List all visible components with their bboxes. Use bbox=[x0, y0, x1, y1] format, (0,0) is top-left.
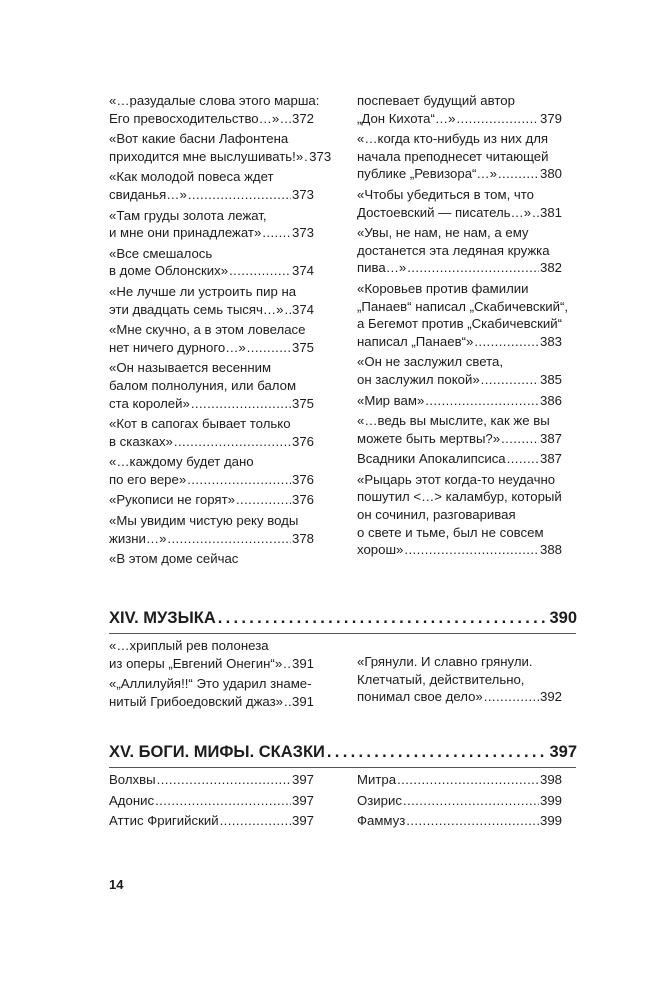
toc-entry-page-number: 386 bbox=[539, 392, 562, 408]
section-divider bbox=[109, 767, 576, 768]
toc-entry-line: балом полнолуния, или балом bbox=[109, 377, 297, 393]
toc-entry-text: хорош» bbox=[357, 542, 404, 558]
toc-entry bbox=[109, 283, 314, 318]
toc-entry-page-number: 391 bbox=[291, 693, 314, 709]
dot-leader bbox=[507, 450, 539, 468]
toc-entry-page-number: 398 bbox=[539, 772, 562, 787]
dot-leader bbox=[304, 148, 308, 166]
toc-column-left bbox=[109, 92, 332, 571]
toc-entry-last-line bbox=[109, 110, 314, 128]
toc-entry-line: начала преподнесет читающей bbox=[357, 148, 549, 164]
toc-entry bbox=[109, 359, 314, 412]
toc-entry-page-number: 380 bbox=[539, 166, 562, 182]
toc-entry bbox=[109, 550, 314, 568]
toc-entry-last-line bbox=[357, 333, 562, 351]
toc-entry-line: «Увы, не нам, не нам, а ему bbox=[357, 225, 529, 241]
toc-entry-line: «Как молодой повеса ждет bbox=[109, 169, 274, 185]
toc-entry-line: Клетчатый, действительно, bbox=[357, 671, 525, 687]
toc-entry-page-number: 392 bbox=[539, 689, 562, 705]
toc-entry bbox=[109, 812, 314, 830]
toc-entry-text: жизни…» bbox=[109, 530, 167, 546]
toc-entry-line: а Бегемот против „Скабичевский“ bbox=[357, 316, 563, 332]
toc-entry-line: «Чтобы убедиться в том, что bbox=[357, 186, 534, 202]
toc-entry-text: из оперы „Евгений Онегин“» bbox=[109, 655, 283, 671]
toc-entry-last-line bbox=[357, 812, 562, 830]
toc-entry-text: нет ничего дурного…» bbox=[109, 339, 246, 355]
toc-entry-text: пива…» bbox=[357, 260, 407, 276]
toc-entry-page-number: 373 bbox=[309, 148, 332, 164]
page-number: 14 bbox=[109, 877, 124, 892]
toc-entry-text: Всадники Апокалипсиса bbox=[357, 451, 506, 467]
dot-leader bbox=[407, 259, 539, 277]
dot-leader bbox=[456, 110, 539, 128]
toc-entry-page-number: 374 bbox=[291, 263, 314, 279]
toc-entry bbox=[109, 491, 314, 509]
toc-entry-text: приходится мне выслушивать!» bbox=[109, 148, 304, 164]
toc-entry-last-line bbox=[357, 792, 562, 810]
dot-leader bbox=[403, 792, 539, 810]
toc-entry bbox=[109, 512, 314, 547]
dot-leader bbox=[284, 693, 291, 711]
dot-leader bbox=[167, 530, 291, 548]
dot-leader bbox=[532, 204, 539, 222]
dot-leader bbox=[229, 262, 291, 280]
toc-entry-text: понимал свое дело» bbox=[357, 689, 483, 705]
section-divider bbox=[109, 633, 576, 634]
toc-entry-text: Адонис bbox=[109, 792, 155, 808]
toc-entry-page-number: 375 bbox=[291, 395, 314, 411]
toc-entry-line: достанется эта ледяная кружка bbox=[357, 242, 550, 258]
toc-entry-last-line bbox=[357, 110, 562, 128]
toc-entry-line: о свете и тьме, был не совсем bbox=[357, 524, 544, 540]
toc-entry bbox=[357, 653, 562, 706]
dot-leader bbox=[188, 186, 291, 204]
toc-entry-text: Волхвы bbox=[109, 772, 156, 787]
toc-entry-last-line bbox=[109, 655, 314, 673]
dot-leader bbox=[498, 165, 539, 183]
dot-leader bbox=[262, 224, 291, 242]
toc-entry-page-number: 399 bbox=[539, 813, 562, 829]
toc-entry bbox=[357, 771, 562, 789]
toc-entry-line: «Он не заслужил света, bbox=[357, 354, 504, 370]
dot-leader bbox=[187, 471, 291, 489]
toc-entry-line: «…каждому будет дано bbox=[109, 454, 254, 470]
toc-entry-text: Озирис bbox=[357, 792, 402, 808]
toc-entry-text: Достоевский — писатель…» bbox=[357, 204, 532, 220]
toc-entry bbox=[357, 392, 562, 410]
toc-entry-text: Фаммуз bbox=[357, 813, 406, 829]
toc-entry bbox=[357, 812, 562, 830]
toc-entry-text: по его вере» bbox=[109, 471, 187, 487]
toc-entry bbox=[109, 453, 314, 488]
toc-entry-last-line bbox=[109, 433, 314, 451]
toc-entry-line: «…разудалые слова этого марша: bbox=[109, 93, 320, 108]
toc-entry bbox=[109, 245, 314, 280]
dot-leader bbox=[236, 491, 291, 509]
toc-entry-line: «Он называется весенним bbox=[109, 360, 272, 376]
toc-entry bbox=[109, 130, 332, 165]
toc-entry-line: „Панаев“ написал „Скабичевский“, bbox=[357, 298, 569, 314]
toc-entry-last-line bbox=[109, 301, 314, 319]
toc-entry-last-line bbox=[357, 450, 562, 468]
toc-entry-text: и мне они принадлежат» bbox=[109, 225, 262, 241]
toc-entry-text: «Рукописи не горят» bbox=[109, 492, 235, 508]
myths-entries-right bbox=[357, 771, 562, 833]
dot-leader bbox=[220, 812, 291, 830]
dot-leader bbox=[283, 655, 291, 673]
toc-entry bbox=[357, 412, 562, 447]
toc-entry bbox=[357, 792, 562, 810]
section-page-number: 397 bbox=[549, 743, 577, 761]
toc-entry-last-line bbox=[109, 395, 314, 413]
dot-leader bbox=[191, 395, 291, 413]
toc-entry-line: «Мы увидим чистую реку воды bbox=[109, 513, 299, 529]
toc-entry-line: «Грянули. И славно грянули. bbox=[357, 654, 533, 669]
toc-entry-text: «В этом доме сейчас bbox=[109, 551, 239, 567]
toc-entry-line: «Коровьев против фамилии bbox=[357, 280, 529, 296]
toc-entry-line: «…когда кто-нибудь из них для bbox=[357, 131, 549, 147]
toc-entry-last-line bbox=[109, 812, 314, 830]
toc-entry-line: «…ведь вы мыслите, как же вы bbox=[357, 413, 550, 429]
toc-entry-text: публике „Ревизора“…» bbox=[357, 166, 497, 182]
toc-entry-line: «Мне скучно, а в этом ловеласе bbox=[109, 322, 306, 338]
toc-entry-last-line bbox=[109, 771, 314, 789]
myths-entries-left bbox=[109, 771, 314, 833]
toc-entry bbox=[109, 792, 314, 810]
toc-entry-text: ста королей» bbox=[109, 395, 190, 411]
dot-leader bbox=[397, 771, 539, 789]
dot-leader bbox=[474, 333, 539, 351]
dot-leader bbox=[247, 339, 291, 357]
dot-leader bbox=[481, 371, 539, 389]
toc-entry-page-number: 385 bbox=[539, 371, 562, 387]
toc-entry-text: эти двадцать семь тысяч…» bbox=[109, 301, 284, 317]
toc-entry bbox=[357, 471, 562, 559]
toc-entry-last-line bbox=[357, 259, 562, 277]
section-heading-gods-myths bbox=[109, 743, 577, 762]
toc-entry bbox=[357, 224, 562, 277]
toc-entry-last-line bbox=[357, 165, 562, 183]
music-entries-left bbox=[109, 637, 314, 713]
toc-entry bbox=[109, 168, 314, 203]
toc-entry-page-number: 374 bbox=[291, 301, 314, 317]
toc-entry-last-line bbox=[357, 204, 562, 222]
dot-leader bbox=[174, 433, 291, 451]
section-title: XV. БОГИ. МИФЫ. СКАЗКИ bbox=[109, 743, 325, 761]
toc-entry-last-line bbox=[357, 392, 562, 410]
toc-entry-page-number: 379 bbox=[539, 110, 562, 126]
toc-entry-page-number: 376 bbox=[291, 471, 314, 487]
dot-leader bbox=[280, 110, 291, 128]
toc-entry-text: Аттис Фригийский bbox=[109, 813, 219, 829]
toc-entry-page-number: 382 bbox=[539, 260, 562, 276]
toc-entry bbox=[357, 186, 562, 221]
toc-entry-page-number: 399 bbox=[539, 792, 562, 808]
toc-entry-text: нитый Грибоедовский джаз» bbox=[109, 693, 283, 709]
toc-entry-page-number: 391 bbox=[291, 655, 314, 671]
toc-entry-page-number: 373 bbox=[291, 186, 314, 202]
toc-entry bbox=[109, 771, 314, 789]
toc-entry-last-line bbox=[109, 186, 314, 204]
music-entries-right bbox=[357, 653, 562, 709]
toc-entry-text: «Мир вам» bbox=[357, 392, 425, 408]
section-heading-music bbox=[109, 609, 577, 628]
dot-leader bbox=[155, 792, 291, 810]
dot-leader bbox=[327, 743, 546, 762]
toc-entry-page-number: 376 bbox=[291, 492, 314, 508]
toc-entry-text: в сказках» bbox=[109, 433, 173, 449]
dot-leader bbox=[218, 609, 546, 628]
toc-entry-text: написал „Панаев“» bbox=[357, 333, 474, 349]
toc-entry-line: «Все смешалось bbox=[109, 245, 213, 261]
toc-entry-page-number: 372 bbox=[291, 110, 314, 126]
toc-entry-text: можете быть мертвы?» bbox=[357, 430, 501, 446]
toc-entry-page-number: 383 bbox=[539, 333, 562, 349]
toc-entry-page-number: 378 bbox=[291, 530, 314, 546]
toc-entry-line: поспевает будущий автор bbox=[357, 93, 515, 108]
toc-entry-last-line bbox=[109, 693, 314, 711]
dot-leader bbox=[425, 392, 539, 410]
toc-entry-text: свиданья…» bbox=[109, 186, 187, 202]
toc-entry bbox=[357, 450, 562, 468]
toc-entry-last-line bbox=[109, 262, 314, 280]
toc-entry-last-line bbox=[357, 430, 562, 448]
toc-entry-last-line bbox=[357, 771, 562, 789]
toc-entry-last-line bbox=[109, 339, 314, 357]
dot-leader bbox=[157, 771, 291, 789]
toc-entry-last-line bbox=[109, 471, 314, 489]
toc-entry bbox=[357, 130, 562, 183]
toc-entry-line: «…хриплый рев полонеза bbox=[109, 638, 269, 653]
dot-leader bbox=[404, 541, 539, 559]
dot-leader bbox=[501, 430, 539, 448]
toc-entry-line: пошутил <…> каламбур, который bbox=[357, 489, 562, 505]
toc-entry-last-line bbox=[109, 530, 314, 548]
toc-entry bbox=[109, 92, 320, 127]
toc-entry-page-number: 387 bbox=[539, 451, 562, 467]
toc-entry-last-line bbox=[357, 688, 562, 706]
toc-entry bbox=[357, 353, 562, 388]
toc-entry-last-line bbox=[357, 371, 562, 389]
toc-entry-page-number: 397 bbox=[291, 792, 314, 808]
toc-entry-last-line bbox=[109, 550, 314, 568]
toc-entry-text: он заслужил покой» bbox=[357, 371, 480, 387]
dot-leader bbox=[484, 688, 539, 706]
toc-entry-last-line bbox=[357, 541, 562, 559]
dot-leader bbox=[406, 812, 539, 830]
toc-entry-line: он сочинил, разговаривая bbox=[357, 507, 516, 523]
toc-entry-line: «Рыцарь этот когда-то неудачно bbox=[357, 471, 556, 487]
toc-entry bbox=[109, 415, 314, 450]
toc-entry-last-line bbox=[109, 224, 314, 242]
toc-entry-line: «Не лучше ли устроить пир на bbox=[109, 283, 297, 299]
toc-entry bbox=[109, 637, 314, 672]
dot-leader bbox=[284, 301, 291, 319]
toc-entry-line: «Кот в сапогах бывает только bbox=[109, 416, 291, 432]
toc-entry bbox=[357, 280, 569, 350]
toc-entry-line: «Там груды золота лежат, bbox=[109, 207, 267, 223]
toc-entry-page-number: 397 bbox=[291, 772, 314, 787]
toc-entry-page-number: 373 bbox=[291, 225, 314, 241]
toc-entry-page-number: 376 bbox=[291, 433, 314, 449]
toc-entry-last-line bbox=[109, 148, 332, 166]
toc-entry bbox=[109, 675, 314, 710]
toc-entry-text: „Дон Кихота“…» bbox=[357, 110, 456, 126]
toc-entry bbox=[357, 92, 562, 127]
toc-entry-page-number: 397 bbox=[291, 813, 314, 829]
toc-entry-text: Его превосходительство…» bbox=[109, 110, 280, 126]
toc-entry bbox=[109, 207, 314, 242]
toc-entry-text: в доме Облонских» bbox=[109, 263, 229, 279]
toc-entry-line: «Вот какие басни Лафонтена bbox=[109, 131, 289, 147]
toc-entry-page-number: 375 bbox=[291, 339, 314, 355]
toc-entry bbox=[109, 321, 314, 356]
toc-entry-line: «„Аллилуйя!!“ Это ударил знаме- bbox=[109, 676, 312, 692]
toc-entry-text: Митра bbox=[357, 772, 397, 787]
toc-entry-page-number: 381 bbox=[539, 204, 562, 220]
toc-entry-last-line bbox=[109, 491, 314, 509]
toc-entry-page-number: 387 bbox=[539, 430, 562, 446]
toc-column-right bbox=[357, 92, 569, 562]
toc-entry-page-number: 388 bbox=[539, 542, 562, 558]
section-title: XIV. МУЗЫКА bbox=[109, 609, 216, 627]
toc-entry-last-line bbox=[109, 792, 314, 810]
section-page-number: 390 bbox=[549, 609, 577, 627]
